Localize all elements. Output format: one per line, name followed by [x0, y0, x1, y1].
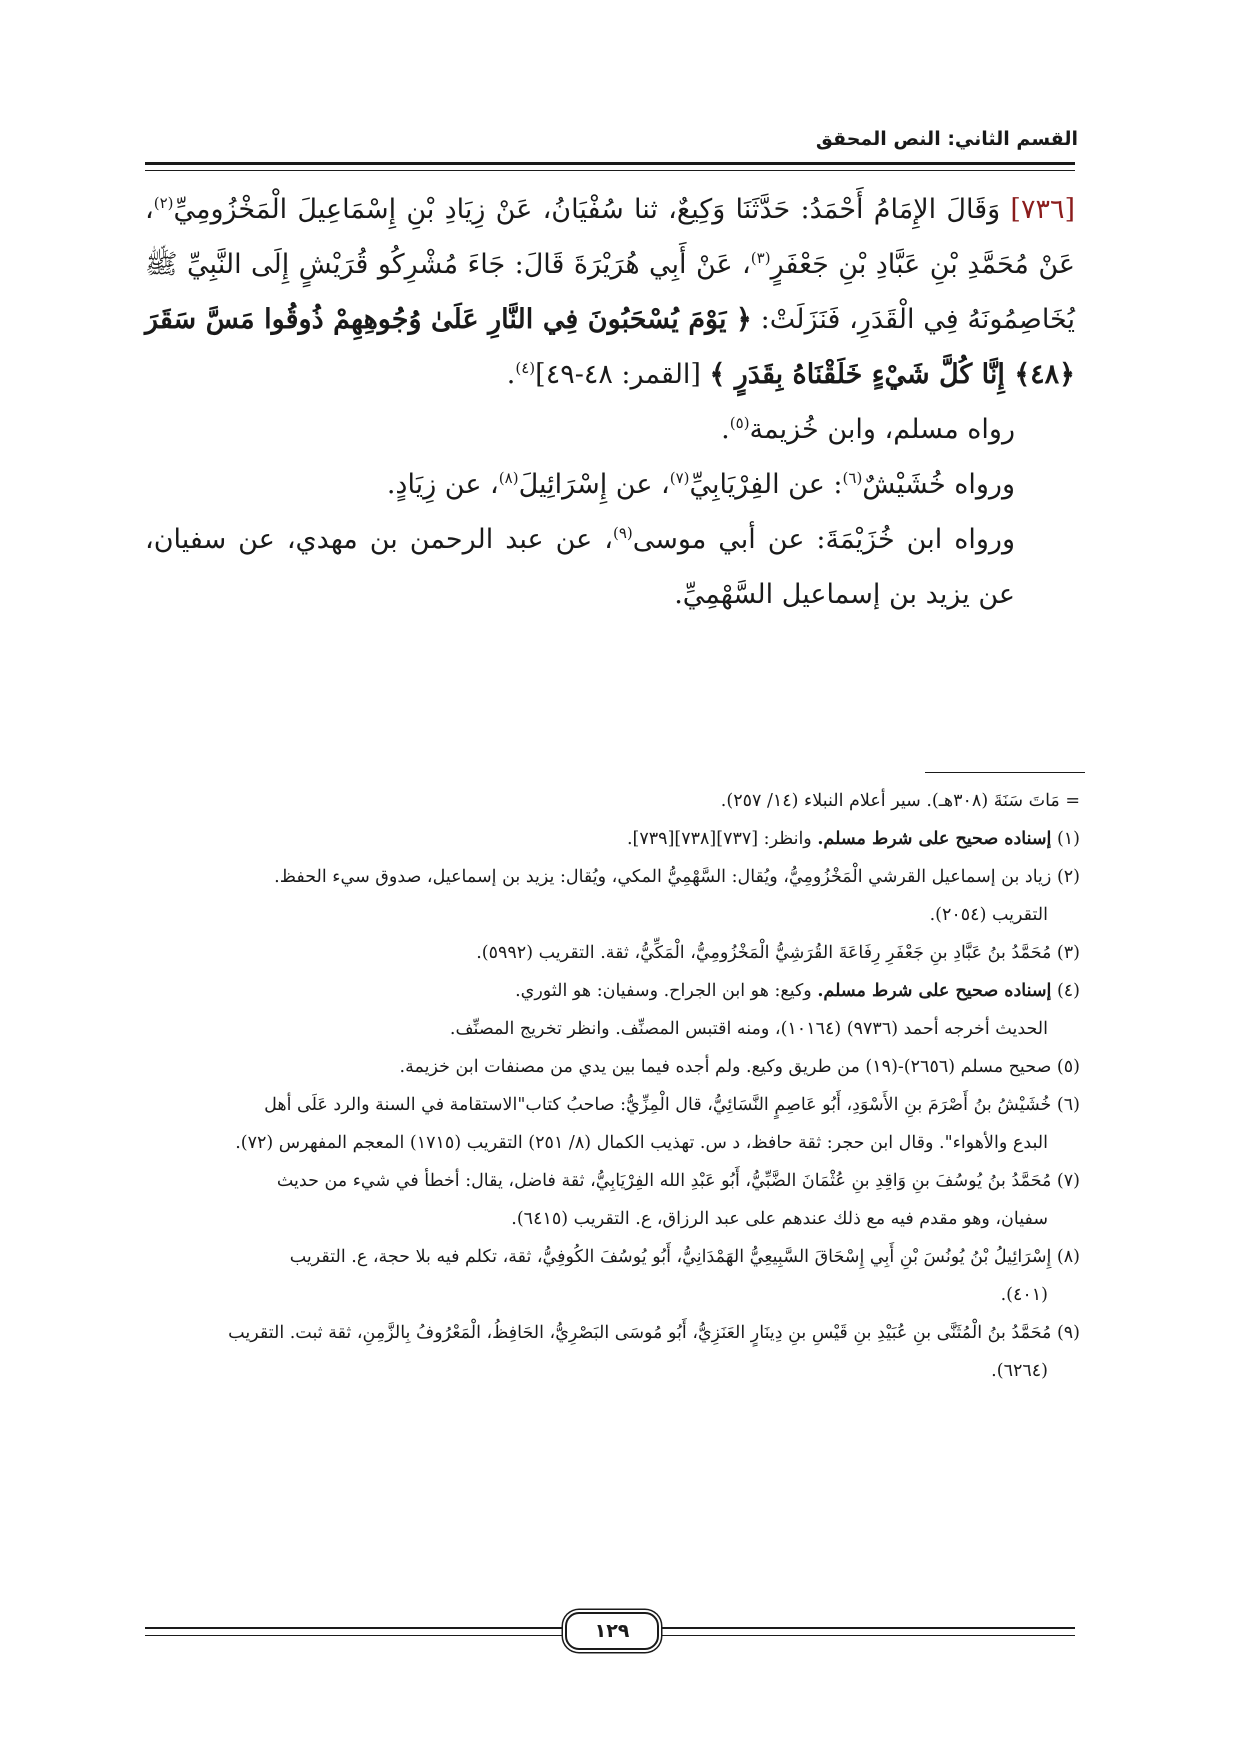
footnote-6: (٦) خُشَيْشُ بنُ أَصْرَمَ بنِ الأَسْوَدِ، أَبُو عَاصِمٍ النَّسَائِيُّ، قال الْمِزِّيُّ: صاحبُ كتاب"الاستقامة في السنة والرد عَلَى أهل	[264, 1095, 1080, 1115]
narration-text-3a: ورواه خُشَيْشٌ	[862, 469, 1015, 500]
footnote-ref-8[interactable]: (٨)	[498, 469, 519, 487]
footnote-1	[145, 820, 1080, 858]
narration-line-4	[145, 512, 1075, 622]
footnote-ref-5[interactable]: (٥)	[729, 414, 750, 432]
footnote-2-continued: التقريب (٢٠٥٤).	[929, 905, 1048, 925]
surah-reference: [القمر: ٤٨-٤٩]	[535, 359, 710, 390]
narration-text-2: رواه مسلم، وابن خُزيمة	[749, 414, 1015, 445]
hadith-paragraph	[145, 182, 1075, 402]
hadith-text-2: ، عَنْ مُحَمَّدِ بْنِ عَبَّادِ بْنِ جَعْفَرٍ	[145, 194, 1075, 280]
hadith-text-1: وَقَالَ الإِمَامُ أَحْمَدُ: حَدَّثَنَا وَكِيعٌ، ثنا سُفْيَانُ، عَنْ زِيَادِ بْنِ إِسْمَاعِيلَ الْمَخْزُومِيِّ	[173, 194, 1011, 225]
footnote-8: (٨) إِسْرَائِيلُ بْنُ يُونُسَ بْنِ أَبِي إِسْحَاقَ السَّبِيعِيُّ الهَمْدَانِيُّ، أَبُو يُوسُفَ الكُوفِيُّ، ثقة، تكلم فيه بلا حجة، ع. التقريب	[289, 1247, 1080, 1267]
footnote-2: (٢) زياد بن إسماعيل القرشي الْمَخْزُومِيُّ، ويُقال: السَّهْمِيُّ المكي، ويُقال: يزيد بن إسماعيل، صدوق سيء الحفظ.	[274, 867, 1080, 887]
narration-text-4a: ورواه ابن خُزَيْمَةَ: عن أبي موسى	[632, 524, 1015, 555]
narration-line-3	[145, 457, 1075, 512]
narration-text-3c: ، عن إِسْرَائِيلَ	[518, 469, 670, 500]
footnote-4-detail: الحديث أخرجه أحمد (٩٧٣٦) (١٠١٦٤)، ومنه اقتبس المصنِّف. وانظر تخريج المصنِّف.	[449, 1019, 1048, 1039]
narration-line-2: رواه مسلم، وابن خُزيمة$^{(٥)}$.	[721, 414, 1015, 445]
footnote-1-number: (١)	[1051, 829, 1080, 849]
hadith-text-3: ، عَنْ أَبِي هُرَيْرَةَ قَالَ: جَاءَ مُشْرِكُو قُرَيْشٍ إِلَى النَّبِيِّ ﷺ يُخَاصِمُونَهُ فِي الْقَدَرِ، فَنَزَلَتْ:	[145, 249, 1075, 335]
footnote-4	[145, 972, 1080, 1010]
narration-text-4b: ، عن عبد الرحمن بن مهدي، عن سفيان، عن يزيد بن إسماعيل السَّهْمِيِّ.	[145, 524, 1015, 610]
footnote-9: (٩) مُحَمَّدُ بنُ الْمُثَنَّى بنِ عُبَيْدِ بنِ قَيْسِ بنِ دِينَارٍ العَنَزِيُّ، أَبُو مُوسَى البَصْرِيُّ، الحَافِظُ، الْمَعْرُوفُ بِالزَّمِنِ، ثقة ثبت. التقريب	[228, 1323, 1080, 1343]
footnote-ref-3[interactable]: (٣)	[750, 249, 771, 267]
hadith-end: .	[506, 359, 516, 390]
footnote-ref-4[interactable]: (٤)	[515, 359, 536, 377]
footnote-1-text: وانظر: [٧٣٧][٧٣٨][٧٣٩].	[626, 829, 818, 849]
footnote-4-verdict: إسناده صحيح على شرط مسلم.	[817, 981, 1052, 1001]
footnote-8-continued: (٤٠١).	[1000, 1285, 1048, 1305]
narration-text-3b: : عن الفِرْيَابِيِّ	[689, 469, 843, 500]
footnote-7-continued: سفيان، وهو مقدم فيه مع ذلك عندهم على عبد الرزاق، ع. التقريب (٦٤١٥).	[511, 1209, 1048, 1229]
footnote-3: (٣) مُحَمَّدُ بنُ عَبَّادِ بنِ جَعْفَرِ رِفَاعَةَ القُرَشِيُّ الْمَخْزُومِيُّ، الْمَكِّيُّ، ثقة. التقريب (٥٩٩٢).	[476, 943, 1080, 963]
page-header: القسم الثاني: النص المحقق	[815, 128, 1078, 150]
narration-text-3d: ، عن زِيَادٍ.	[386, 469, 499, 500]
footnote-ref-7[interactable]: (٧)	[669, 469, 690, 487]
footnote-6-continued: البدع والأهواء". وقال ابن حجر: ثقة حافظ، د س. تهذيب الكمال (٨/ ٢٥١) التقريب (١٧١٥) المعجم المفهرس (٧٢).	[235, 1133, 1048, 1153]
quran-verse: ﴿ يَوْمَ يُسْحَبُونَ فِي النَّارِ عَلَىٰ وُجُوهِهِمْ ذُوقُوا مَسَّ سَقَرَ ﴿٤٨﴾ إِنَّا كُلَّ شَيْءٍ خَلَقْنَاهُ بِقَدَرٍ ﴾	[145, 304, 1075, 390]
footer-rule-left	[145, 1627, 562, 1636]
footnote-ref-6[interactable]: (٦)	[842, 469, 863, 487]
footnote-separator	[925, 772, 1085, 773]
page-number: ١٢٩	[565, 1612, 659, 1650]
footnotes	[145, 782, 1080, 1390]
footnote-1-verdict: إسناده صحيح على شرط مسلم.	[817, 829, 1052, 849]
footnote-4-text: وكيع: هو ابن الجراح. وسفيان: هو الثوري.	[515, 981, 818, 1001]
footnote-7: (٧) مُحَمَّدُ بنُ يُوسُفَ بنِ وَاقِدِ بنِ عُثْمَانَ الضَّبِّيُّ، أَبُو عَبْدِ الله الفِرْيَابِيُّ، ثقة فاضل، يقال: أخطأ في شيء من حديث	[276, 1171, 1080, 1191]
footer-rule-right	[658, 1627, 1075, 1636]
header-divider	[145, 162, 1075, 171]
footnote-ref-9[interactable]: (٩)	[612, 524, 633, 542]
hadith-number: [٧٣٦]	[1010, 194, 1075, 225]
footnote-carry: = مَاتَ سَنَةَ (٣٠٨هـ). سير أعلام النبلاء (١٤/ ٢٥٧).	[720, 791, 1080, 811]
footnote-ref-2[interactable]: (٢)	[153, 194, 174, 212]
footnote-5: (٥) صحيح مسلم (٢٦٥٦)-(١٩) من طريق وكيع. ولم أجده فيما بين يدي من مصنفات ابن خزيمة.	[399, 1057, 1080, 1077]
footnote-4-number: (٤)	[1051, 981, 1080, 1001]
main-text	[145, 182, 1075, 622]
footnote-9-continued: (٦٢٦٤).	[991, 1361, 1048, 1381]
